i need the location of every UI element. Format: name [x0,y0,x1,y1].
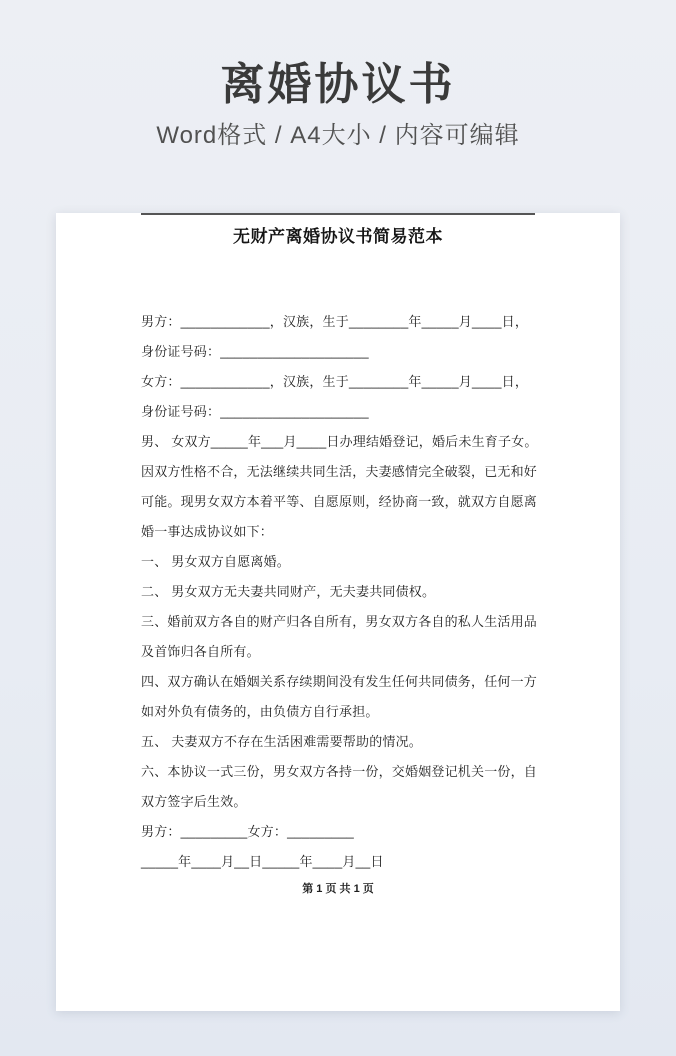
document-body [141,307,538,877]
document-line: 身份证号码：____________________ [141,344,369,359]
document-line: 如对外负有债务的，由负债方自行承担。 [141,704,379,719]
page-number: 第 1 页 共 1 页 [302,883,374,895]
document-line: 一、 男女双方自愿离婚。 [141,554,291,569]
document-line: 五、 夫妻双方不存在生活困难需要帮助的情况。 [141,734,423,749]
document-line: 二、 男女双方无夫妻共同财产，无夫妻共同债权。 [141,584,436,599]
document-line: 男方：_________女方：_________ [141,824,354,839]
document-page [56,213,620,1011]
page-subtitle: Word格式 / A4大小 / 内容可编辑 [156,122,520,149]
document-title: 无财产离婚协议书简易范本 [233,227,443,246]
document-line: 四、双方确认在婚姻关系存续期间没有发生任何共同债务，任何一方 [141,674,538,689]
document-line: 及首饰归各自所有。 [141,644,260,659]
document-line: 因双方性格不合，无法继续共同生活，夫妻感情完全破裂，已无和好 [141,464,538,479]
header [0,0,676,151]
document-title-rule [141,213,535,215]
document-line: 身份证号码：____________________ [141,404,369,419]
document-line: 双方签字后生效。 [141,794,247,809]
document-line: 三、婚前双方各自的财产归各自所有，男女双方各自的私人生活用品 [141,614,538,629]
document-line: 六、本协议一式三份，男女双方各持一份，交婚姻登记机关一份，自 [141,764,538,779]
document-line: _____年____月__日_____年____月__日 [141,854,384,869]
document-line: 男、 女双方_____年___月____日办理结婚登记，婚后未生育子女。 [141,434,538,449]
document-line: 男方：____________，汉族，生于________年_____月____日， [141,314,529,329]
document-line: 婚一事达成协议如下： [141,524,274,539]
page-title: 离婚协议书 [220,60,456,109]
document-line: 可能。现男女双方本着平等、自愿原则，经协商一致，就双方自愿离 [141,494,538,509]
document-line: 女方：____________，汉族，生于________年_____月____日， [141,374,529,389]
